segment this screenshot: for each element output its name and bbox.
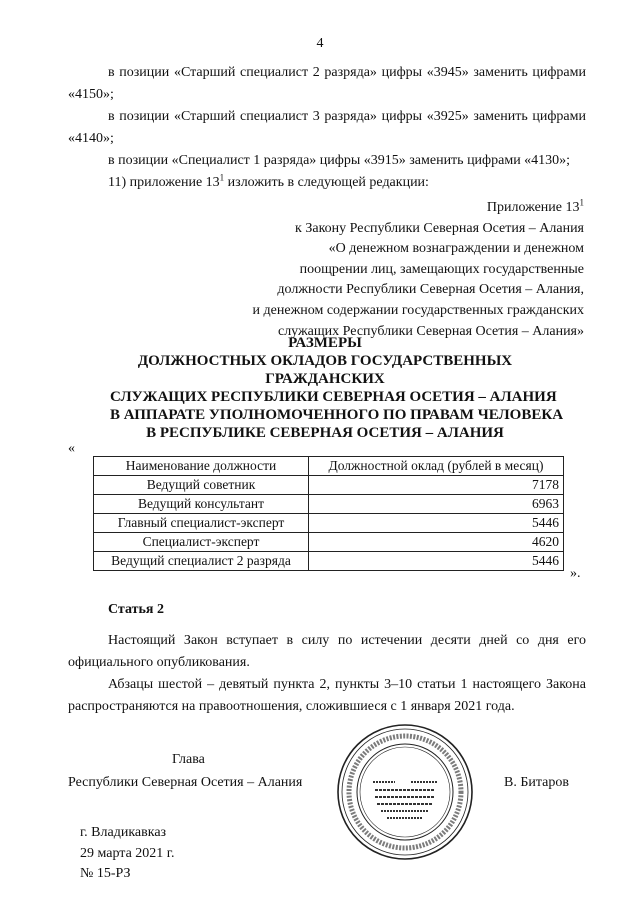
salary-value: 4620: [309, 533, 564, 552]
table-row: [94, 495, 564, 514]
table-row: [94, 476, 564, 495]
appendix-line-6: служащих Республики Северная Осетия – Алания»: [277, 323, 584, 339]
title-line-1: РАЗМЕРЫ: [288, 335, 362, 351]
amendment-line-4-sup: 1: [219, 172, 225, 183]
position-name: Ведущий специалист 2 разряда: [94, 552, 309, 571]
appendix-line-3: поощрении лиц, замещающих государственные: [299, 261, 584, 277]
title-line-2: ДОЛЖНОСТНЫХ ОКЛАДОВ ГОСУДАРСТВЕННЫХ: [137, 353, 513, 369]
article-paragraph-1: Настоящий Закон вступает в силу по истечении десяти дней со дня его официального опубликования.: [68, 633, 586, 670]
position-name: Специалист-эксперт: [94, 533, 309, 552]
position-name: Ведущий консультант: [94, 495, 309, 514]
appendix-header: [164, 198, 584, 342]
appendix-line-2: «О денежном вознаграждении и денежном: [328, 241, 584, 257]
article-paragraph-2: Абзацы шестой – девятый пункта 2, пункты 3–10 статьи 1 настоящего Закона распространяются на правоотношения, сложившиеся с 1 января 2021 года.: [68, 677, 586, 714]
document-title: [110, 334, 564, 442]
salary-value: 6963: [309, 495, 564, 514]
quote-open: «: [68, 441, 75, 456]
signatory-name: В. Битаров: [504, 775, 569, 790]
appendix-heading-text: Приложение 13: [486, 200, 580, 215]
amendment-line-4: [68, 172, 586, 194]
table-row: [94, 552, 564, 571]
title-line-5: В АППАРАТЕ УПОЛНОМОЧЕННОГО ПО ПРАВАМ ЧЕЛОВЕКА: [110, 407, 564, 423]
amendment-line-1: в позиции «Старший специалист 2 разряда» цифры «3945» заменить цифрами «4150»;: [68, 65, 586, 102]
signing-date: 29 марта 2021 г.: [80, 846, 175, 861]
signature-organization: Республики Северная Осетия – Алания: [68, 775, 303, 790]
position-name: Главный специалист-эксперт: [94, 514, 309, 533]
salary-table: [93, 456, 564, 571]
place-of-signing: г. Владикавказ: [80, 825, 167, 840]
signature-title: Глава: [172, 752, 205, 767]
column-header-position: Наименование должности: [94, 457, 309, 476]
appendix-line-5: и денежном содержании государственных гражданских: [252, 302, 584, 318]
amendment-line-4-text-a: 11) приложение 13: [108, 175, 220, 190]
salary-value: 5446: [309, 552, 564, 571]
law-number: № 15-РЗ: [80, 866, 131, 881]
title-line-4: СЛУЖАЩИХ РЕСПУБЛИКИ СЕВЕРНАЯ ОСЕТИЯ – АЛАНИЯ: [110, 389, 557, 405]
appendix-heading: [164, 198, 584, 219]
salary-value: 7178: [309, 476, 564, 495]
table-row: [94, 514, 564, 533]
title-line-6: В РЕСПУБЛИКЕ СЕВЕРНАЯ ОСЕТИЯ – АЛАНИЯ: [146, 425, 504, 441]
official-seal-stamp: [335, 722, 475, 862]
appendix-line-1: к Закону Республики Северная Осетия – Алания: [295, 220, 584, 236]
quote-close: ».: [570, 566, 581, 581]
amendment-line-3: в позиции «Специалист 1 разряда» цифры «3915» заменить цифрами «4130»;: [108, 153, 571, 168]
amendment-line-4-text-b: изложить в следующей редакции:: [224, 175, 429, 190]
salary-value: 5446: [309, 514, 564, 533]
title-line-3: ГРАЖДАНСКИХ: [265, 371, 385, 387]
appendix-heading-sup: 1: [579, 197, 584, 208]
column-header-salary: Должностной оклад (рублей в месяц): [309, 457, 564, 476]
article-heading: Статья 2: [108, 602, 164, 617]
position-name: Ведущий советник: [94, 476, 309, 495]
table-row: [94, 533, 564, 552]
amendment-line-2: в позиции «Старший специалист 3 разряда» цифры «3925» заменить цифрами «4140»;: [68, 109, 586, 146]
table-header-row: [94, 457, 564, 476]
page-number: 4: [316, 36, 324, 51]
appendix-line-4: должности Республики Северная Осетия – Алания,: [277, 282, 584, 298]
